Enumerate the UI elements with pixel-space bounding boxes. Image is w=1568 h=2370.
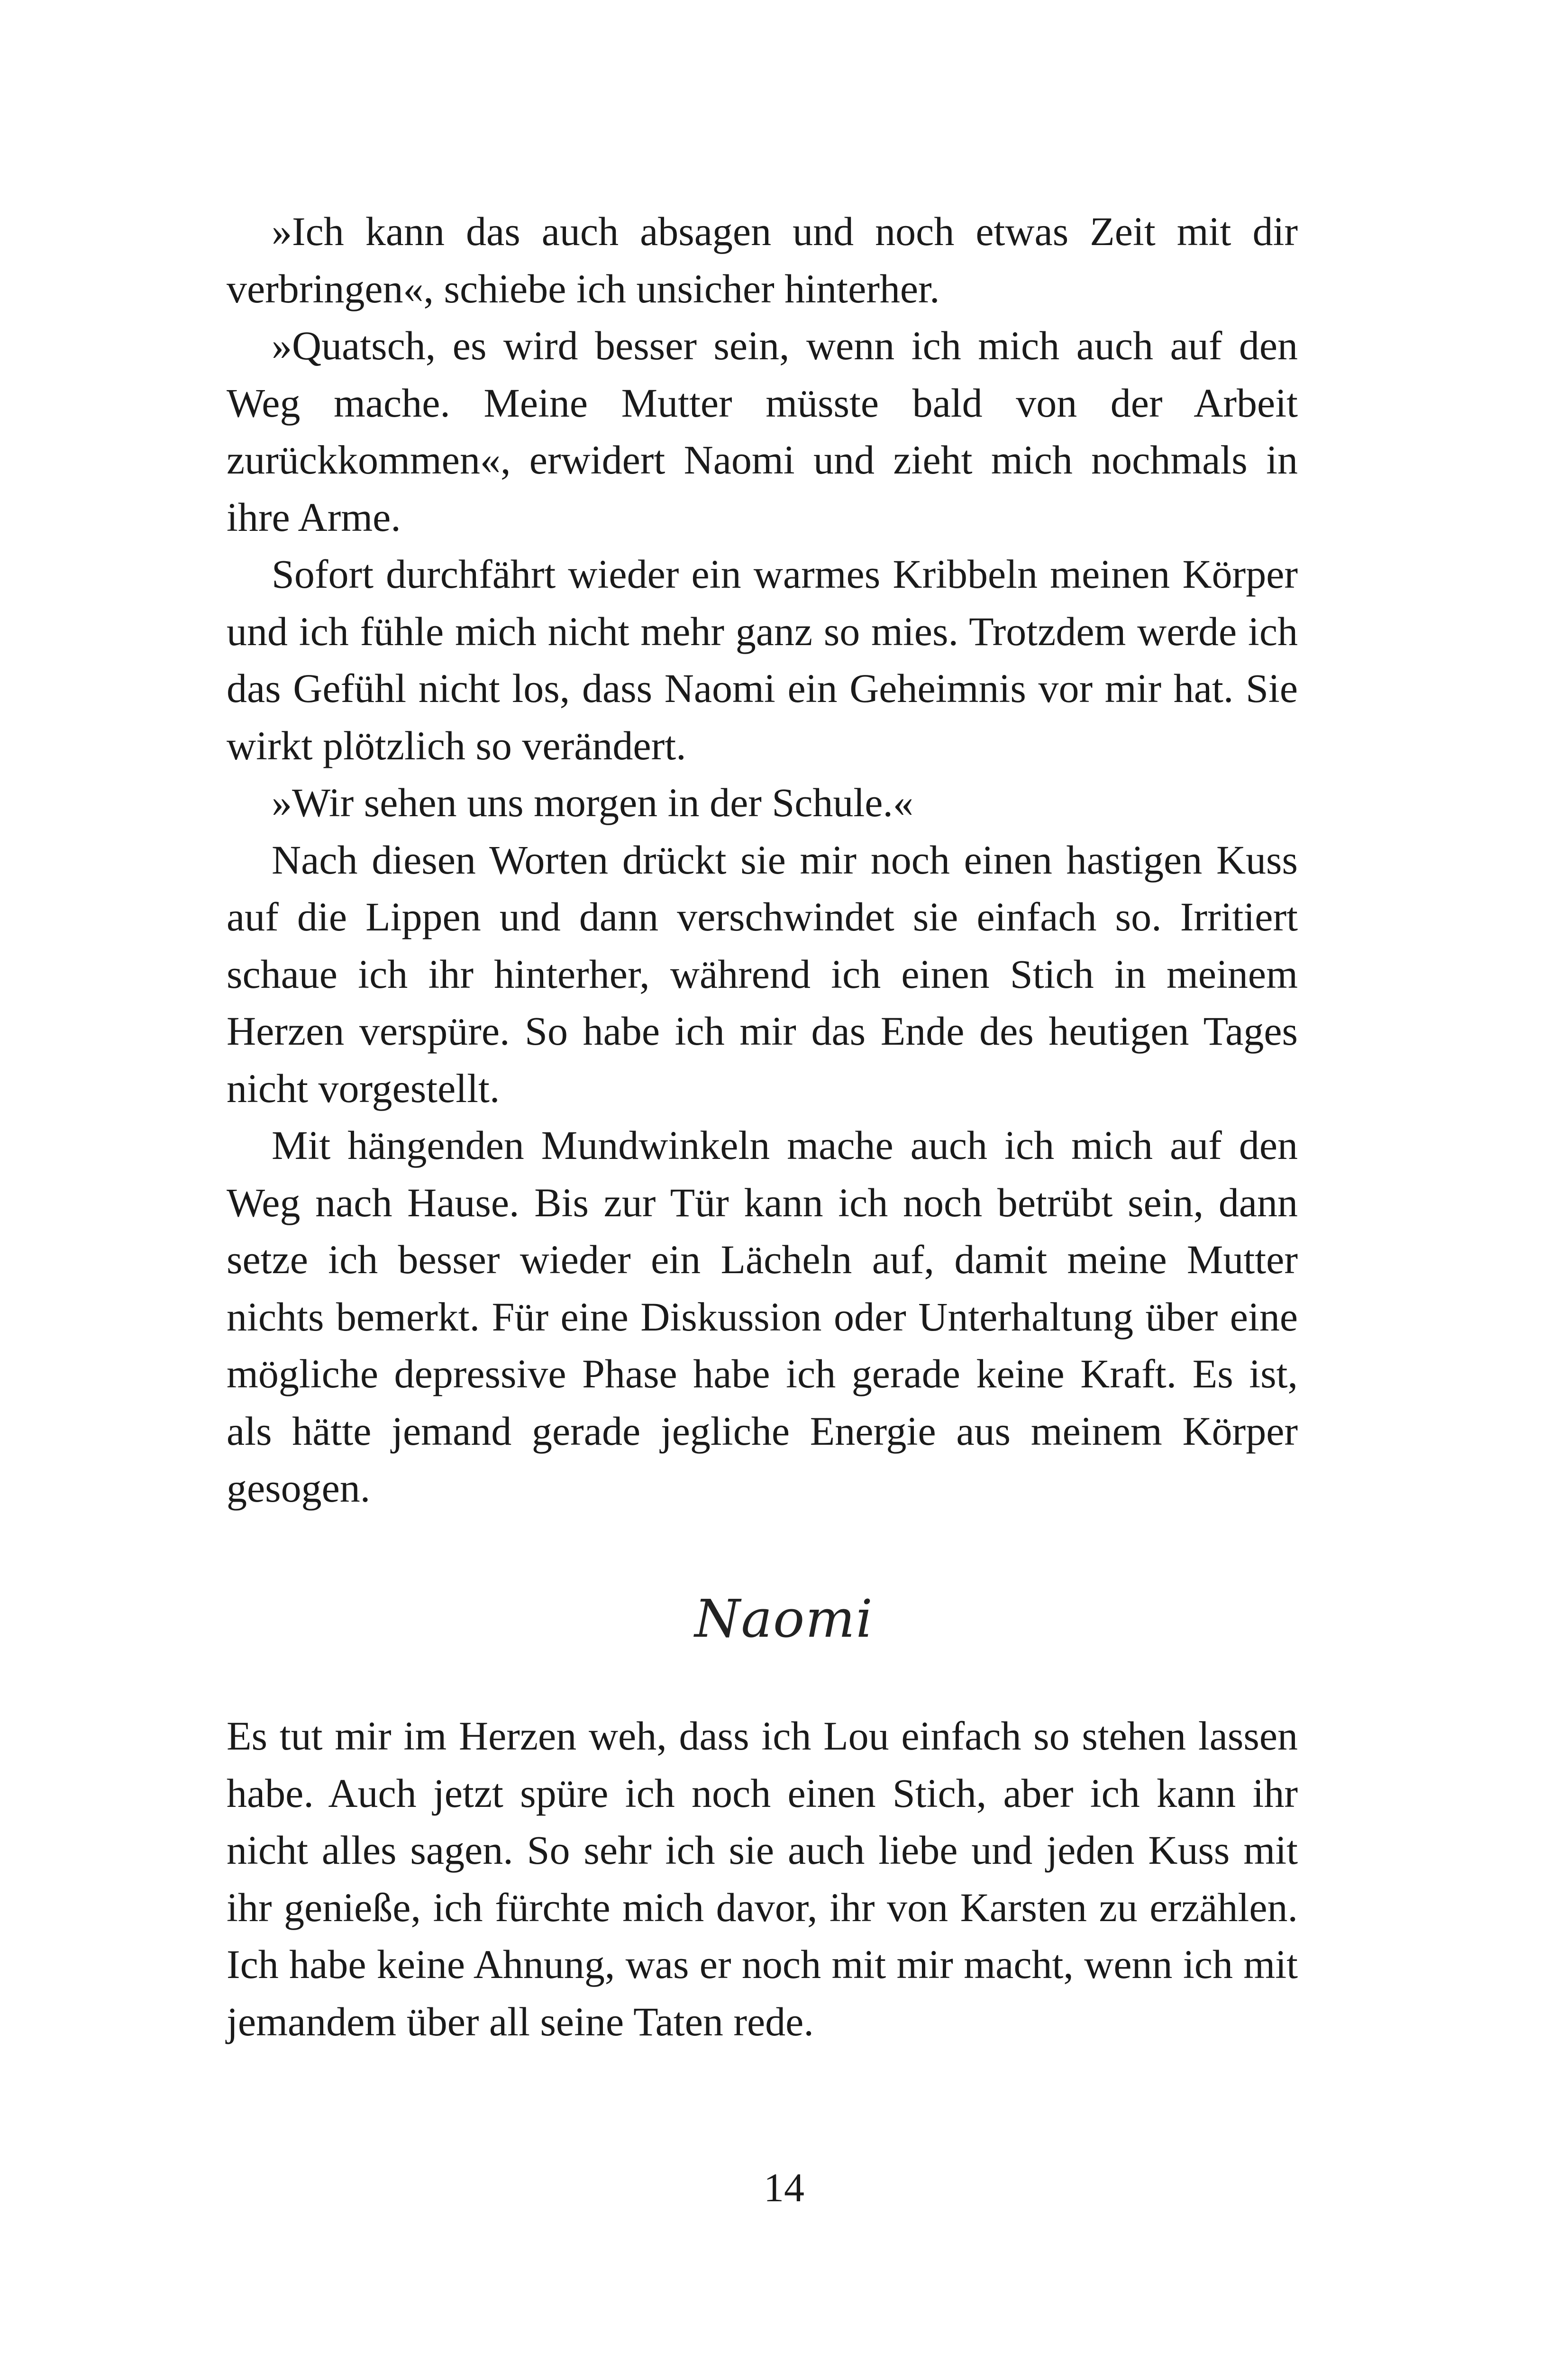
- paragraph: Nach diesen Worten drückt sie mir noch einen hastigen Kuss auf die Lippen und dann verschwindet sie einfach so. Irritiert schaue ich ihr hinterher, während ich einen Stich in meinem Herzen verspüre. So habe ich mir das Ende des heutigen Tages nicht vorgestellt.: [227, 837, 1298, 1111]
- page-number: 14: [764, 2165, 804, 2210]
- body-text-section-1: [227, 203, 1298, 1517]
- body-text-section-2: [227, 1707, 1298, 2050]
- chapter-heading: Naomi: [694, 1588, 874, 1649]
- paragraph: Sofort durchfährt wieder ein warmes Kribbeln meinen Körper und ich fühle mich nicht mehr ganz so mies. Trotzdem werde ich das Gefühl nicht los, dass Naomi ein Geheimnis vor mir hat. Sie wirkt plötzlich so verändert.: [227, 551, 1298, 768]
- paragraph: »Wir sehen uns morgen in der Schule.«: [272, 780, 913, 825]
- paragraph: Es tut mir im Herzen weh, dass ich Lou einfach so stehen lassen habe. Auch jetzt spüre ich noch einen Stich, aber ich kann ihr nicht alles sagen. So sehr ich sie auch liebe und jeden Kuss mit ihr genieße, ich fürchte mich davor, ihr von Karsten zu erzählen. Ich habe keine Ahnung, was er noch mit mir macht, wenn ich mit jemandem über all seine Taten rede.: [227, 1713, 1298, 2044]
- paragraph: Mit hängenden Mundwinkeln mache auch ich mich auf den Weg nach Hause. Bis zur Tür kann ich noch betrübt sein, dann setze ich besser wieder ein Lächeln auf, damit meine Mutter nichts bemerkt. Für eine Diskussion oder Unterhaltung über eine mögliche depressive Phase habe ich gerade keine Kraft. Es ist, als hätte jemand gerade jegliche Energie aus meinem Körper gesogen.: [227, 1122, 1298, 1511]
- paragraph: »Ich kann das auch absagen und noch etwas Zeit mit dir verbringen«, schiebe ich unsicher hinterher.: [227, 209, 1298, 311]
- paragraph: »Quatsch, es wird besser sein, wenn ich mich auch auf den Weg mache. Meine Mutter müsste bald von der Arbeit zurückkommen«, erwidert Naomi und zieht mich nochmals in ihre Arme.: [227, 323, 1298, 540]
